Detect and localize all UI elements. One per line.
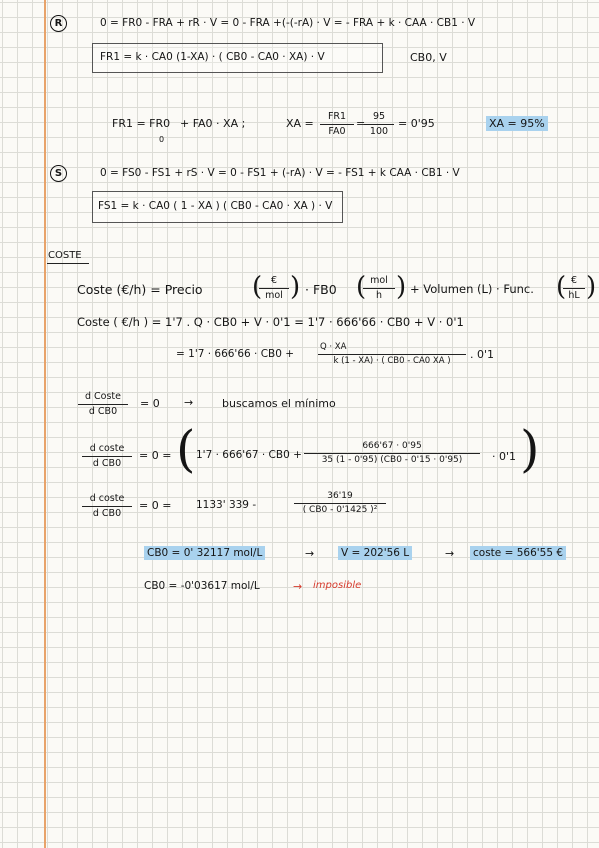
line5-deriv-fraction — [82, 444, 132, 468]
solution1-cb: CB0 = 0' 32117 mol/L — [144, 546, 265, 560]
paren: ) — [520, 420, 540, 478]
solution1-cost: coste = 566'55 € — [470, 546, 566, 560]
coste-line2: Coste ( €/h ) = 1'7 . Q · CB0 + V · 0'1 = 1'7 · 666'66 · CB0 + V · 0'1 — [77, 315, 464, 329]
coste-heading-underline — [47, 263, 89, 264]
func-unit-num: € — [563, 276, 585, 289]
price-unit-fraction — [259, 276, 289, 300]
solution2-note: imposible — [313, 580, 362, 591]
line6-deriv-fraction — [82, 494, 132, 518]
line5-eq: = 0 = — [139, 449, 172, 462]
flow-unit-fraction — [363, 276, 395, 300]
xa-value-den: 100 — [369, 125, 389, 137]
xa-fraction-den: FA0 — [328, 125, 346, 137]
line5-frac-den: 35 (1 - 0'95) (CB0 - 0'15 · 0'95) — [321, 455, 463, 465]
paren: ( — [176, 420, 196, 478]
page-margin-line — [44, 0, 46, 848]
line5-deriv-num: d coste — [82, 444, 132, 457]
deriv-eq: = 0 — [140, 397, 160, 410]
line6-deriv-den: d CB0 — [92, 507, 122, 519]
r-flow-equation-rhs: + FA0 · XA ; — [180, 117, 246, 130]
solution1-cb-wrap — [144, 548, 265, 559]
func-unit-den: hL — [568, 289, 580, 301]
line6-deriv-num: d coste — [82, 494, 132, 507]
line5-frac-num: 666'67 · 0'95 — [304, 442, 480, 454]
section-s-marker: S — [50, 165, 67, 182]
xa-value-num: 95 — [364, 112, 394, 125]
func-unit-fraction — [563, 276, 585, 300]
paren: ) — [396, 272, 407, 302]
line5-term-b: · 0'1 — [492, 450, 517, 463]
paren: ) — [290, 272, 301, 302]
xa-fraction — [320, 112, 354, 136]
solution1-v: V = 202'56 L — [338, 546, 412, 560]
coste-line1-mid: · FB0 — [305, 282, 337, 297]
paren: ( — [356, 272, 367, 302]
line6-eq: = 0 = — [139, 499, 172, 512]
s-boxed-equation: FS1 = k · CA0 ( 1 - XA ) ( CB0 - CA0 · XA ) · V — [98, 200, 333, 212]
deriv-den: d CB0 — [88, 405, 118, 417]
r-balance-equation: 0 = FR0 - FRA + rR · V = 0 - FRA +(-(-rA) · V = - FRA + k · CAA · CB1 · V — [100, 17, 476, 29]
xa-highlight: XA = 95% — [486, 116, 548, 131]
deriv-num: d Coste — [78, 392, 128, 405]
coste-line1-lhs: Coste (€/h) = Precio — [77, 282, 203, 297]
coste-heading: COSTE — [48, 250, 82, 261]
xa-label: XA = — [286, 117, 314, 130]
line5-fraction — [304, 442, 480, 465]
line6-frac-num: 36'19 — [294, 492, 386, 504]
price-unit-den: mol — [265, 289, 283, 301]
solution2-cb: CB0 = -0'03617 mol/L — [144, 580, 260, 592]
solution1-v-wrap — [338, 548, 412, 559]
paren: ( — [556, 272, 567, 302]
solution1-cost-wrap — [470, 548, 566, 559]
coste-line1-rhs: + Volumen (L) · Func. — [410, 282, 534, 296]
xa-highlight-wrap — [486, 118, 548, 129]
coste-line3-lhs: = 1'7 · 666'66 · CB0 + — [176, 348, 295, 360]
xa-result: = 0'95 — [398, 117, 435, 130]
deriv-fraction — [78, 392, 128, 416]
line6-term-a: 1133' 339 - — [196, 499, 257, 511]
r-boxed-equation: FR1 = k · CA0 (1-XA) · ( CB0 - CA0 · XA) · V — [100, 51, 325, 63]
line6-frac-den: ( CB0 - 0'1425 )² — [302, 505, 378, 515]
section-r-marker: R — [50, 15, 67, 32]
paren: ( — [252, 272, 263, 302]
solution1-arrow: → — [305, 547, 315, 560]
deriv-text: buscamos el mínimo — [222, 397, 336, 410]
coste-line3-frac-den: k (1 - XA) · ( CB0 - CA0 XA ) — [333, 355, 451, 366]
price-unit-num: € — [259, 276, 289, 289]
xa-equals: = — [356, 117, 366, 130]
flow-unit-den: h — [375, 289, 383, 301]
line6-fraction — [294, 492, 386, 515]
xa-value-fraction — [364, 112, 394, 136]
solution2-arrow: → — [293, 580, 303, 593]
r-flow-zero-note: 0 — [159, 135, 165, 144]
line5-term-a: 1'7 · 666'67 · CB0 + — [196, 449, 302, 461]
s-balance-equation: 0 = FS0 - FS1 + rS · V = 0 - FS1 + (-rA) · V = - FS1 + k CAA · CB1 · V — [100, 167, 460, 179]
line5-deriv-den: d CB0 — [92, 457, 122, 469]
coste-line3-rhs: . 0'1 — [470, 348, 495, 361]
flow-unit-num: mol — [363, 276, 395, 289]
coste-line3-frac-num: Q · XA — [318, 343, 466, 355]
xa-fraction-num: FR1 — [320, 112, 354, 125]
coste-line3-fraction — [318, 343, 466, 365]
paren: ) — [586, 272, 597, 302]
solution1-arrow2: → — [445, 547, 455, 560]
r-flow-equation-lhs: FR1 = FR0 — [112, 117, 171, 130]
deriv-arrow: → — [184, 396, 194, 409]
r-unknowns: CB0, V — [410, 51, 447, 64]
